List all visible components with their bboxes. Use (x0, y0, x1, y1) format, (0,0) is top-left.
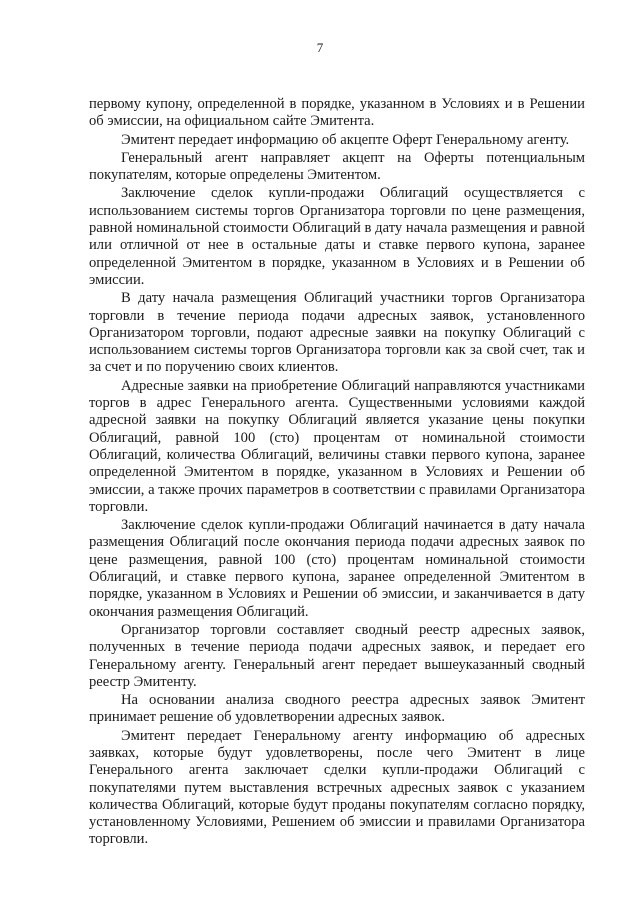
paragraph: Эмитент передает информацию об акцепте Оферт Генеральному агенту. (121, 131, 570, 148)
paragraph: первому купону, определенной в порядке, указанном в Условиях и в Решении об эмиссии, на официальном сайте Эмитента. (89, 96, 585, 130)
page-number: 7 (316, 40, 324, 55)
paragraph: В дату начала размещения Облигаций участники торгов Организатора торговли в течение периода подачи адресных заявок, установленного Организатором торговли, подают адресные заявки на покупку Облигаций с использованием системы торгов Организатора торговли как за свой счет, так и за счет и по поручению своих клиентов. (89, 290, 585, 376)
document-body (89, 96, 585, 849)
paragraph: Заключение сделок купли-продажи Облигаций осуществляется с использованием системы торгов Организатора торговли по цене размещения, равной номинальной стоимости Облигаций в дату начала размещения и равной или отличной от нее в остальные даты и ставке первого купона, заранее определенной Эмитентом в порядке, указанном в Условиях и в Решении об эмиссии. (89, 185, 585, 288)
paragraph: Генеральный агент направляет акцепт на Оферты потенциальным покупателям, которые определены Эмитентом. (89, 149, 585, 184)
paragraph: Организатор торговли составляет сводный реестр адресных заявок, полученных в течение периода подачи адресных заявок, и передает его Генеральному агенту. Генеральный агент передает вышеуказанный сводный реестр Эмитенту. (89, 621, 585, 690)
paragraph: Заключение сделок купли-продажи Облигаций начинается в дату начала размещения Облигаций после окончания периода подачи адресных заявок по цене размещения, равной 100 (сто) процентам номинальной стоимости Облигаций, и ставке первого купона, заранее определенной Эмитентом в порядке, указанном в Условиях и Решении об эмиссии, и заканчивается в дату окончания размещения Облигаций. (89, 517, 585, 620)
paragraph: Адресные заявки на приобретение Облигаций направляются участниками торгов в адрес Генерального агента. Существенными условиями каждой адресной заявки на покупку Облигаций является указание цены покупки Облигаций, равной 100 (сто) процентам от номинальной стоимости Облигаций, количества Облигаций, величины ставки первого купона, заранее определенной Эмитентом в порядке, указанном в Условиях и Решении об эмиссии, а также прочих параметров в соответствии с правилами Организатора торговли. (89, 377, 585, 515)
paragraph: Эмитент передает Генеральному агенту информацию об адресных заявках, которые будут удовлетворены, после чего Эмитент в лице Генерального агента заключает сделки купли-продажи Облигаций с покупателями путем выставления встречных адресных заявок с указанием количества Облигаций, которые будут проданы покупателям согласно порядку, установленному Условиями, Решением об эмиссии и правилами Организатора торговли. (89, 727, 585, 848)
paragraph: На основании анализа сводного реестра адресных заявок Эмитент принимает решение об удовлетворении адресных заявок. (89, 692, 585, 726)
